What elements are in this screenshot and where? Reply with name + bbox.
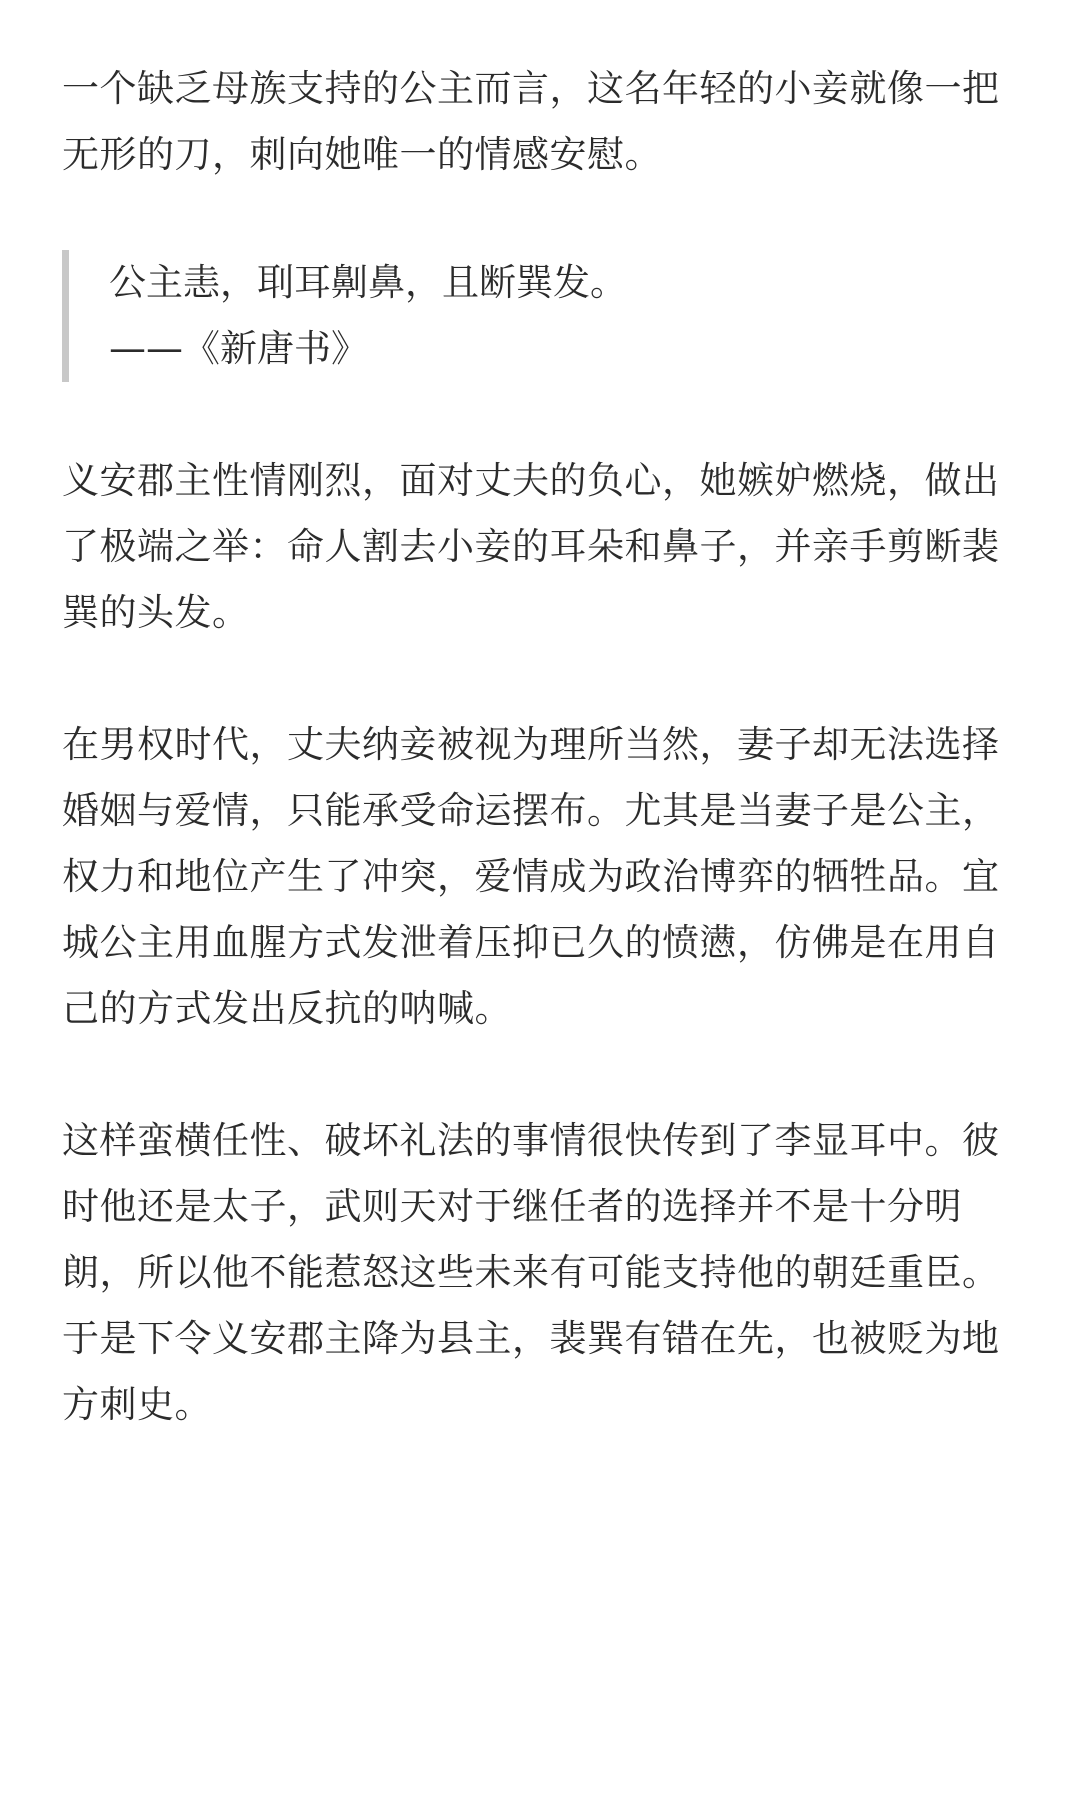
- quote-source: ——《新唐书》: [109, 327, 368, 370]
- article-body: [62, 56, 1018, 1438]
- quote-text: 公主恚，刵耳劓鼻，且断巽发。: [109, 261, 627, 304]
- paragraph-1: 一个缺乏母族支持的公主而言，这名年轻的小妾就像一把无形的刀，刺向她唯一的情感安慰。: [62, 67, 1000, 176]
- paragraph-spacer: [62, 646, 1018, 712]
- paragraph-3: 在男权时代，丈夫纳妾被视为理所当然，妻子却无法选择婚姻与爱情，只能承受命运摆布。尤其是当妻子是公主，权力和地位产生了冲突，爱情成为政治博弈的牺牲品。宜城公主用血腥方式发泄着压抑已久的愤懑，仿佛是在用自己的方式发出反抗的呐喊。: [62, 723, 1000, 1030]
- blockquote: [62, 250, 1018, 382]
- paragraph-2: 义安郡主性情刚烈，面对丈夫的负心，她嫉妒燃烧，做出了极端之举：命人割去小妾的耳朵和鼻子，并亲手剪断裴巽的头发。: [62, 459, 1000, 634]
- paragraph-spacer: [62, 1042, 1018, 1108]
- paragraph-4: 这样蛮横任性、破坏礼法的事情很快传到了李显耳中。彼时他还是太子，武则天对于继任者的选择并不是十分明朗，所以他不能惹怒这些未来有可能支持他的朝廷重臣。于是下令义安郡主降为县主，裴巽有错在先，也被贬为地方刺史。: [62, 1119, 1000, 1426]
